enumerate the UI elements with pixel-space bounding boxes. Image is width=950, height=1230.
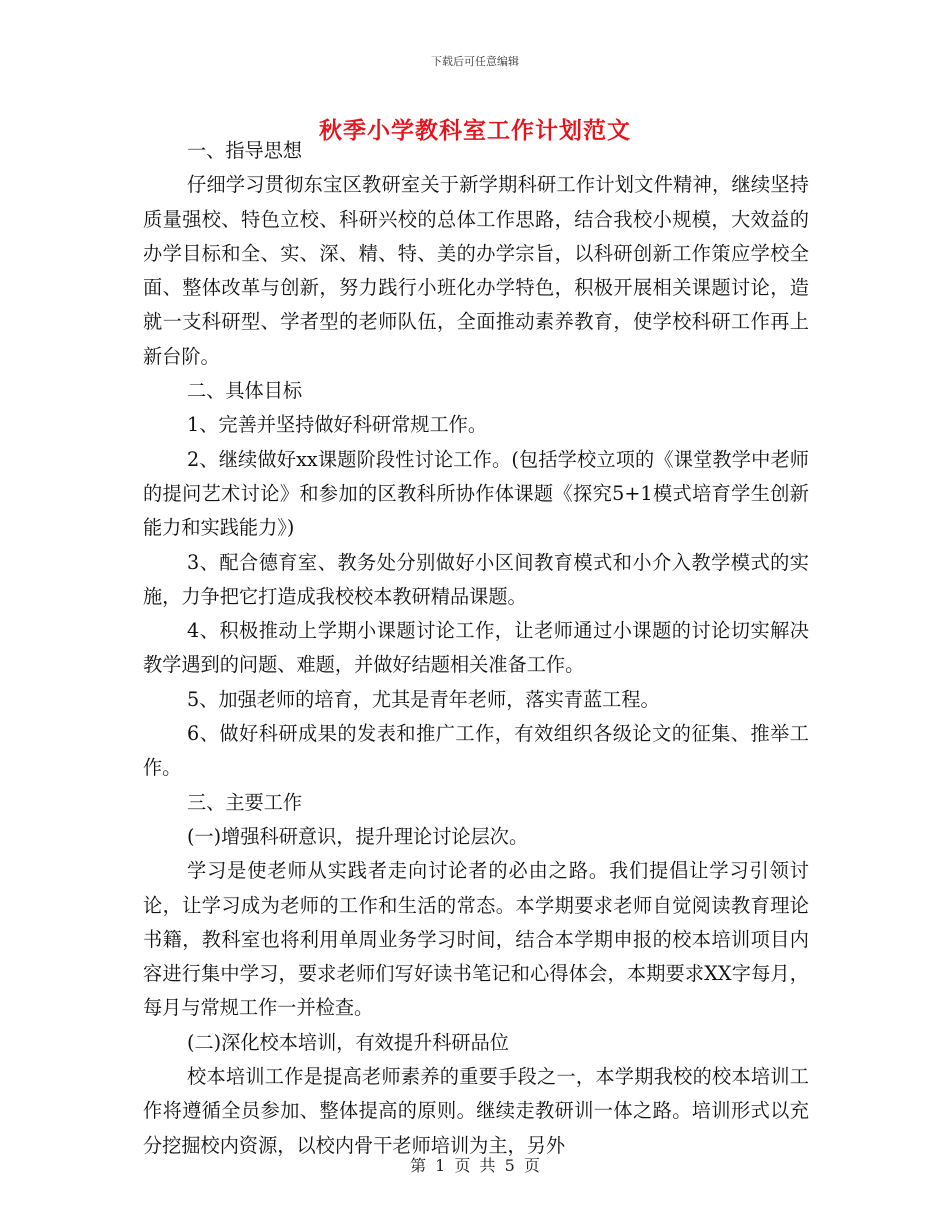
document-body	[143, 134, 809, 1163]
paragraph-school-training: 校本培训工作是提高老师素养的重要手段之一，本学期我校的校本培训工作将遵循全员参加、整体提高的原则。继续走教研训一体之路。培训形式以充分挖掘校内资源，以校内骨干老师培训为主，另外	[143, 1065, 809, 1157]
section-heading-main-work: 三、主要工作	[187, 790, 303, 814]
goal-item-4: 4、积极推动上学期小课题讨论工作，让老师通过小课题的讨论切实解决教学遇到的问题、难题，并做好结题相关准备工作。	[143, 619, 809, 677]
paragraph-guiding-ideology: 仔细学习贯彻东宝区教研室关于新学期科研工作计划文件精神，继续坚持质量强校、特色立校、科研兴校的总体工作思路，结合我校小规模，大效益的办学目标和全、实、深、精、特、美的办学宗旨，以科研创新工作策应学校全面、整体改革与创新，努力践行小班化办学特色，积极开展相关课题讨论，造就一支科研型、学者型的老师队伍，全面推动素养教育，使学校科研工作再上新台阶。	[143, 173, 809, 368]
goal-item-2: 2、继续做好xx课题阶段性讨论工作。(包括学校立项的《课堂教学中老师的提问艺术讨论》和参加的区教科所协作体课题《探究5+1模式培育学生创新能力和实践能力》)	[143, 447, 809, 540]
goal-item-3: 3、配合德育室、教务处分别做好小区间教育模式和小介入教学模式的实施，力争把它打造成我校校本教研精品课题。	[143, 550, 809, 608]
subheading-research-awareness: (一)增强科研意识，提升理论讨论层次。	[187, 824, 529, 848]
goal-item-6: 6、做好科研成果的发表和推广工作，有效组织各级论文的征集、推举工作。	[143, 722, 809, 780]
subheading-school-training: (二)深化校本培训，有效提升科研品位	[187, 1030, 509, 1054]
section-heading-specific-goals: 二、具体目标	[187, 379, 303, 403]
goal-item-1: 1、完善并坚持做好科研常规工作。	[187, 413, 488, 437]
paragraph-learning: 学习是使老师从实践者走向讨论者的必由之路。我们提倡让学习引领讨论，让学习成为老师的工作和生活的常态。本学期要求老师自觉阅读教育理论书籍，教科室也将利用单周业务学习时间，结合本学期申报的校本培训项目内容进行集中学习，要求老师们写好读书笔记和心得体会，本期要求XX字每月，每月与常规工作一并检查。	[143, 859, 809, 1020]
section-heading-guiding-ideology: 一、指导思想	[187, 139, 303, 162]
document-title: 秋季小学教科室工作计划范文	[319, 117, 631, 144]
goal-item-5: 5、加强老师的培育，尤其是青年老师，落实青蓝工程。	[187, 687, 660, 711]
page-number-footer: 第 1 页 共 5 页	[410, 1156, 540, 1175]
header-note: 下载后可任意编辑	[431, 55, 519, 68]
